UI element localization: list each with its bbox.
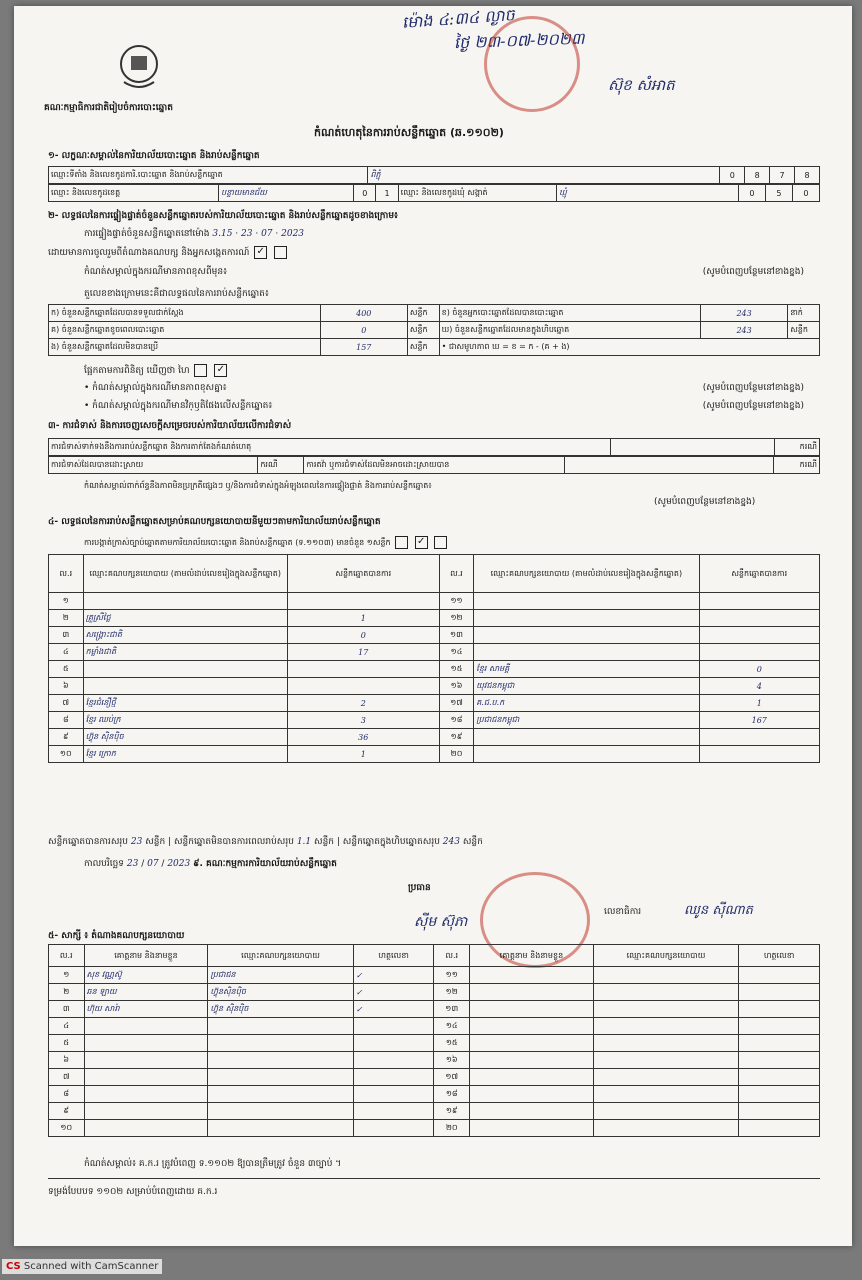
witness-signature: ✓: [353, 1001, 434, 1018]
location-label: ឈ្មោះទីតាំង និងលេខកូដការិ.បោះឆ្នោត និងរាប់សន្លឹកឆ្នោត: [49, 167, 368, 184]
commune-code-digit: 0: [738, 185, 765, 202]
document-page: [14, 6, 852, 1246]
party-name: [474, 746, 699, 763]
row-number: ១៩: [434, 1103, 470, 1120]
table-row: [49, 593, 820, 610]
scanner-watermark: [2, 1259, 162, 1274]
row-number: ៦: [49, 1052, 85, 1069]
party-name: [83, 678, 287, 695]
witness-signature: [353, 1052, 434, 1069]
party-name: យុវជនកម្ពុជា: [474, 678, 699, 695]
witness-party: ហ៊្វុន ស៊ិនប៉ិច: [208, 1001, 353, 1018]
witness-party: [593, 967, 738, 984]
witness-party: [593, 1120, 738, 1137]
unused-value: 157: [320, 339, 407, 356]
table-row: [49, 1069, 820, 1086]
table-row: [49, 729, 820, 746]
checkbox-empty[interactable]: [434, 536, 447, 549]
location-code-digit: 8: [745, 167, 770, 184]
voters-unit: នាក់: [788, 305, 820, 322]
witness-signature: [353, 1120, 434, 1137]
table-row: [49, 1001, 820, 1018]
party-name: [83, 593, 287, 610]
row-number: ១២: [439, 610, 474, 627]
witness-party: ប្រជាជន: [208, 967, 353, 984]
party-name: កម្លាំងជាតិ: [83, 644, 287, 661]
row-number: ៦: [49, 678, 84, 695]
witness-signature: [739, 1001, 820, 1018]
witness-signature: [739, 984, 820, 1001]
total-box-label: សន្លឹកឆ្នោតក្នុងហិបឆ្នោតសរុប: [342, 837, 440, 847]
vote-count: [699, 729, 820, 746]
row-number: ១៧: [439, 695, 474, 712]
row-number: ១៨: [439, 712, 474, 729]
table-row: [49, 644, 820, 661]
location-code-digit: 8: [795, 167, 820, 184]
checkbox-checked[interactable]: ✓: [415, 536, 428, 549]
witness-party: [593, 1103, 738, 1120]
witness-party: [593, 1069, 738, 1086]
camscanner-logo-icon: CS: [6, 1261, 21, 1272]
row-number: ១៥: [439, 661, 474, 678]
date-line: កាលបរិច្ឆេទ 23 / 07 / 2023 ៩. គណៈកម្មការការិយាល័យរាប់សន្លឹកឆ្នោត: [84, 859, 337, 869]
location-code-digit: 0: [720, 167, 745, 184]
objection-unit: ករណី: [775, 439, 820, 456]
witness-party: [208, 1069, 353, 1086]
row-number: ៧: [49, 695, 84, 712]
bullet2-text: • កំណត់សម្គាល់ក្នុងករណីមានវិក្ឫតិផែងលើសន្លឹកឆ្នោត៖: [84, 401, 273, 411]
vote-count: 0: [699, 661, 820, 678]
col-sign-header: ហត្ថលេខា: [353, 945, 434, 967]
received-value: 400: [320, 305, 407, 322]
row-number: ៧: [49, 1069, 85, 1086]
handwritten-time: ម៉ោង ៤:៣៤ ល្ងាច: [401, 5, 516, 32]
red-seal-stamp: [484, 16, 580, 112]
objection-row1-label: ការជំទាស់ទាក់ទងនឹងការរាប់សន្លឹកឆ្នោត និងការតាក់តែងកំណត់ហេតុ: [49, 439, 611, 456]
row-number: ១៥: [434, 1035, 470, 1052]
section1-table-row2: [48, 184, 820, 202]
unit-label: សន្លឹក: [407, 305, 439, 322]
vote-count: 1: [699, 695, 820, 712]
objection-note: កំណត់សម្គាល់ពាក់ព័ន្ធនឹងភាពមិនប្រក្រតីផ្សេងៗ ឬ/និងការជំទាស់ក្នុងអំឡុងពេលនៃការផ្ទៀងផ្ទាត់ និងការរាប់សន្លឹកឆ្នោត៖: [84, 481, 432, 490]
witness-name: [84, 1103, 208, 1120]
date-day: 23: [126, 859, 139, 869]
received-label: ក) ចំនួនសន្លឹកឆ្នោតដែលបានទទួលជាក់ស្តែង: [49, 305, 321, 322]
witness-name: [470, 967, 594, 984]
witness-signature: [739, 1120, 820, 1137]
vote-count: 0: [287, 627, 439, 644]
witness-party: [593, 984, 738, 1001]
divider: [48, 1178, 820, 1179]
party-name: ខ្មែរជំនឿថ្មី: [83, 695, 287, 712]
witness-name: [470, 1018, 594, 1035]
participation-text: ដោយមានការចូលរួមពីតំណាងគណបក្ស និងអ្នកសង្កេតការណ៍: [48, 248, 250, 258]
col-no-header: ល.រ: [439, 555, 474, 593]
section1-table: [48, 166, 820, 184]
col-votes-header: សន្លឹកឆ្នោតបានការ: [699, 555, 820, 593]
row-number: ៨: [49, 1086, 85, 1103]
total-box-value: 243: [442, 837, 460, 847]
witness-signature: [739, 967, 820, 984]
objection-table: [48, 438, 820, 456]
vote-count: [699, 746, 820, 763]
table-row: [49, 712, 820, 729]
col-party-header: ឈ្មោះគណបក្សនយោបាយ: [208, 945, 353, 967]
witness-name: [470, 1120, 594, 1137]
witness-name: ឆន ឡាយ: [84, 984, 208, 1001]
total-valid-value: 23: [130, 837, 143, 847]
vote-count: 1: [287, 746, 439, 763]
table-row: [49, 984, 820, 1001]
chairman-signature: ស៊ីម ស៊ុភា: [414, 914, 468, 930]
totals-line: សន្លឹកឆ្នោតបានការសរុប 23 សន្លឹក | សន្លឹកឆ្នោតមិនបានការពេលរាប់សរុប 1.1 សន្លឹក | សន្លឹកឆ្នោតក្នុងហិបឆ្នោតសរុប 243 សន្លឹក: [48, 837, 483, 847]
witness-party: [208, 1018, 353, 1035]
party-name: គ្រួស្រីថ្លៃ: [83, 610, 287, 627]
committee-line: ៩. គណៈកម្មការការិយាល័យរាប់សន្លឹកឆ្នោត: [193, 859, 337, 869]
party-name: [474, 644, 699, 661]
unit-label: សន្លឹក: [145, 837, 166, 847]
witness-signature: ✓: [353, 984, 434, 1001]
in-box-label: ឃ) ចំនួនសន្លឹកឆ្នោតដែលមានក្នុងហិបឆ្នោត: [439, 322, 700, 339]
party-name: [474, 627, 699, 644]
row-number: ១: [49, 593, 84, 610]
witness-name: [470, 1052, 594, 1069]
witness-signature: [739, 1035, 820, 1052]
checkbox-checked[interactable]: ✓: [254, 246, 267, 259]
col-no-header: ល.រ: [49, 945, 85, 967]
vote-count: [699, 644, 820, 661]
province-label: ឈ្មោះ និងលេខកូដខេត្ត: [49, 185, 219, 202]
row-number: ១៤: [439, 644, 474, 661]
witness-name: [470, 1069, 594, 1086]
unresolved-unit: ករណី: [774, 457, 820, 474]
section4-title: ៤- លទ្ធផលនៃការរាប់សន្លឹកឆ្នោតសម្រាប់គណបក្សនយោបាយនីមួយៗតាមការិយាល័យរាប់សន្លឹកឆ្នោត: [48, 517, 381, 527]
witness-party: [593, 1086, 738, 1103]
row-number: ១១: [439, 593, 474, 610]
document-title: កំណត់ហេតុនៃការរាប់សន្លឹកឆ្នោត (ឆ.១១០២): [314, 126, 504, 139]
vote-count: 36: [287, 729, 439, 746]
difference-note-label: កំណត់សម្គាល់ក្នុងករណីមានភាពខុសពីមុន៖: [84, 267, 228, 277]
province-code-digit: 0: [354, 185, 376, 202]
commune-code-digit: 5: [765, 185, 792, 202]
in-box-value: 243: [701, 322, 788, 339]
seal-check-line: [84, 364, 229, 378]
checkbox-empty[interactable]: [194, 364, 207, 377]
section1-title: ១- លក្ខណៈសម្គាល់នៃការិយាល័យបោះឆ្នោត និងរាប់សន្លឹកឆ្នោត: [48, 151, 260, 161]
party-name: គ.ជ.ប.ក: [474, 695, 699, 712]
note-suffix: (សូមបំពេញបន្ថែមនៅខាងខ្នង): [702, 267, 804, 277]
row-number: ១៧: [434, 1069, 470, 1086]
witness-name: [84, 1120, 208, 1137]
day-value: 23: [241, 229, 253, 239]
chairman-label: ប្រធាន: [408, 883, 431, 893]
voters-label: ខ) ចំនួនអ្នកបោះឆ្នោតដែលបានបោះឆ្នោត: [439, 305, 700, 322]
unresolved-label: ការតវ៉ា ឬការជំទាស់ដែលមិនអាចដោះស្រាយបាន: [304, 457, 564, 474]
table-row: [49, 610, 820, 627]
witness-name: សុខ វណ្ណស៊ូ: [84, 967, 208, 984]
location-code-digit: 7: [770, 167, 795, 184]
witness-party: [208, 1120, 353, 1137]
date-year: 2023: [167, 859, 191, 869]
party-name: [474, 610, 699, 627]
unit-label: សន្លឹក: [788, 322, 820, 339]
witness-signature: [739, 1069, 820, 1086]
col-votes-header: សន្លឹកឆ្នោតបានការ: [287, 555, 439, 593]
witness-signature: [739, 1018, 820, 1035]
vote-count: 3: [287, 712, 439, 729]
time-label: ការផ្ទៀងផ្ទាត់ចំនួនសន្លឹកឆ្នោតនៅម៉ោង: [84, 229, 210, 239]
witness-table: [48, 944, 820, 1137]
footnote: កំណត់សម្គាល់៖ គ.ក.រ ត្រូវបំពេញ ទ.១១០២ ឱ្យបានត្រឹមត្រូវ ចំនួន ៣ច្បាប់ ។: [84, 1159, 342, 1169]
note-suffix: (សូមបំពេញបន្ថែមនៅខាងខ្នង): [702, 401, 804, 411]
witness-party: [208, 1086, 353, 1103]
row-number: ២: [49, 610, 84, 627]
vote-count: [699, 627, 820, 644]
total-valid-label: សន្លឹកឆ្នោតបានការសរុប: [48, 837, 128, 847]
row-number: ២: [49, 984, 85, 1001]
witness-name: ហ៊ុយ សារ៉ា: [84, 1001, 208, 1018]
participation-line: [48, 246, 289, 260]
vote-count: [699, 593, 820, 610]
row-number: ១១: [434, 967, 470, 984]
vote-count: [287, 593, 439, 610]
section2-title: ២- លទ្ធផលនៃការផ្ទៀងផ្ទាត់ចំនួនសន្លឹកឆ្នោតរបស់ការិយាល័យបោះឆ្នោត និងរាប់សន្លឹកឆ្នោតដូចខាងក្រោម៖: [48, 211, 399, 221]
party-name: ខ្មែរ ឈប់ក្រ: [83, 712, 287, 729]
seal-check-label: ផ្អែកតាមការពិនិត្យ ឃើញថា ហៃ: [84, 366, 190, 376]
row-number: ១: [49, 967, 85, 984]
col-party-header: ឈ្មោះគណបក្សនយោបាយ (តាមលំដាប់លេខរៀងក្នុងសន្លឹកឆ្នោត): [474, 555, 699, 593]
unused-label: ង) ចំនួនសន្លឹកឆ្នោតដែលមិនបានប្រើ: [49, 339, 321, 356]
commune-label: ឈ្មោះ និងលេខកូដឃុំ សង្កាត់: [398, 185, 556, 202]
row-number: ៨: [49, 712, 84, 729]
party-name: ខ្មែរ សាមគ្គី: [474, 661, 699, 678]
year-value: 2023: [281, 229, 305, 239]
witness-name: [470, 1086, 594, 1103]
party-name: [83, 661, 287, 678]
witness-name: [470, 984, 594, 1001]
location-value: ពិភ្ជុំ: [368, 167, 720, 184]
row-number: ៩: [49, 1103, 85, 1120]
note-suffix: (សូមបំពេញបន្ថែមនៅខាងខ្នង): [702, 383, 804, 393]
party-name: ខ្មែរ ក្រោក: [83, 746, 287, 763]
witness-name: [84, 1086, 208, 1103]
unit-label: សន្លឹក: [314, 837, 335, 847]
voters-value: 243: [701, 305, 788, 322]
row-number: ១៦: [439, 678, 474, 695]
col-sign-header: ហត្ថលេខា: [739, 945, 820, 967]
witness-signature: [353, 1035, 434, 1052]
witness-party: [593, 1035, 738, 1052]
party-name: ប្រជាជនកម្ពុជា: [474, 712, 699, 729]
vote-count: 4: [699, 678, 820, 695]
formula-text: • ជាសមូហភាព ឃ = ខ = ក - (គ + ង): [439, 339, 819, 356]
witness-signature: ✓: [353, 967, 434, 984]
witness-party: ហ៊្វុនស៊ិនប៉ិច: [208, 984, 353, 1001]
witness-name: [84, 1018, 208, 1035]
secretary-signature: ឈូន ស៊ីណាត: [684, 903, 753, 918]
resolved-unit: ករណី: [258, 457, 304, 474]
secretary-label: លេខាធិការ: [604, 907, 642, 917]
witness-party: [208, 1035, 353, 1052]
row-number: ៩: [49, 729, 84, 746]
count-intro: តួលេខខាងក្រោមនេះគឺជាលទ្ធផលនៃការរាប់សន្លឹកឆ្នោត៖: [84, 289, 269, 299]
total-invalid-value: 1.1: [296, 837, 312, 847]
row-number: ១០: [49, 1120, 85, 1137]
objection-note-suffix: (សូមបំពេញបន្ថែមនៅខាងខ្នង): [654, 497, 756, 507]
row-number: ៥: [49, 1035, 85, 1052]
total-invalid-label: សន្លឹកឆ្នោតមិនបានការពេលរាប់សរុប: [173, 837, 294, 847]
row-number: ១៣: [434, 1001, 470, 1018]
date-label: កាលបរិច្ឆេទ: [84, 859, 124, 869]
section3-title: ៣- ការជំទាស់ និងការចេញសេចក្តីសម្រេចរបស់ការិយាល័យលើការជំទាស់: [48, 421, 292, 431]
table-row: [49, 967, 820, 984]
row-number: ៤: [49, 1018, 85, 1035]
row-number: ១៦: [434, 1052, 470, 1069]
witness-name: [84, 1052, 208, 1069]
table-row: [49, 678, 820, 695]
checkbox-empty[interactable]: [274, 246, 287, 259]
witness-party: [208, 1052, 353, 1069]
row-number: ១២: [434, 984, 470, 1001]
party-name: [474, 729, 699, 746]
handwritten-signature: ស៊ុខ សំអាត: [608, 76, 675, 94]
commune-code-digit: 0: [792, 185, 819, 202]
table-row: [49, 1120, 820, 1137]
bullet-damage: [84, 400, 804, 413]
bullet-difference: [84, 382, 804, 395]
col-name-header: គោត្តនាម និងនាមខ្លួន: [470, 945, 594, 967]
count-table: [48, 304, 820, 356]
row-number: ២០: [434, 1120, 470, 1137]
col-no-header: ល.រ: [434, 945, 470, 967]
col-name-header: គោត្តនាម និងនាមខ្លួន: [84, 945, 208, 967]
date-month: 07: [147, 859, 159, 869]
table-row: [49, 1052, 820, 1069]
vote-count: [699, 610, 820, 627]
witness-signature: [353, 1103, 434, 1120]
form-note: ទម្រង់បែបបទ ១១០២ សម្រាប់បំពេញដោយ គ.ក.រ: [48, 1187, 218, 1197]
bullet1-text: • កំណត់សម្គាល់ក្នុងករណីមានភាពខុសគ្នា៖: [84, 383, 227, 393]
witness-name: [84, 1035, 208, 1052]
row-number: ១៣: [439, 627, 474, 644]
table-row: [49, 661, 820, 678]
table-row: [49, 1103, 820, 1120]
org-name: គណៈកម្មាធិការជាតិរៀបចំការបោះឆ្នោត: [44, 103, 173, 113]
witness-signature: [353, 1069, 434, 1086]
checkbox-empty[interactable]: [395, 536, 408, 549]
objection-table-row2: [48, 456, 820, 474]
vote-count: 167: [699, 712, 820, 729]
witness-party: [593, 1001, 738, 1018]
row-number: ១៩: [439, 729, 474, 746]
vote-count: 1: [287, 610, 439, 627]
party-name: [474, 593, 699, 610]
resolved-label: ការជំទាស់ដែលបានដោះស្រាយ: [49, 457, 258, 474]
spoiled-value: 0: [320, 322, 407, 339]
table-row: [49, 1086, 820, 1103]
witness-name: [84, 1069, 208, 1086]
time-value: 3.15: [212, 229, 233, 239]
verification-time-line: ការផ្ទៀងផ្ទាត់ចំនួនសន្លឹកឆ្នោតនៅម៉ោង 3.15 · 23 · 07 · 2023: [84, 229, 305, 239]
party-name: សង្គ្រោះជាតិ: [83, 627, 287, 644]
witness-signature: [739, 1086, 820, 1103]
difference-note-line: [84, 266, 804, 279]
witness-name: [470, 1001, 594, 1018]
col-no-header: ល.រ: [49, 555, 84, 593]
table-row: [49, 1035, 820, 1052]
handwritten-date: ថ្ងៃ ២៣-០៧-២០២៣: [453, 28, 585, 53]
spoiled-label: គ) ចំនួនសន្លឹកឆ្នោតខូចពេលបោះឆ្នោត: [49, 322, 321, 339]
table-row: [49, 1018, 820, 1035]
subline-text: ការបង្កាត់ក្រាស់ច្បាប់ឆ្នោតតាមការិយាល័យបោះឆ្នោត និងរាប់សន្លឹកឆ្នោត (ទ.១១០៣) មានចំនួន ១សន្លឹក: [84, 538, 391, 547]
witness-name: [470, 1103, 594, 1120]
row-number: ៤: [49, 644, 84, 661]
row-number: ១៤: [434, 1018, 470, 1035]
witness-signature: [739, 1103, 820, 1120]
witness-name: [470, 1035, 594, 1052]
province-value: បន្ទាយមានជ័យ: [219, 185, 354, 202]
commune-value: ឃ្មុំ: [557, 185, 739, 202]
section5-title: ៥- សាក្សី ៖ តំណាងគណបក្សនយោបាយ: [48, 931, 185, 941]
section4-subline: [84, 536, 449, 549]
vote-count: 17: [287, 644, 439, 661]
row-number: ៣: [49, 627, 84, 644]
row-number: ៣: [49, 1001, 85, 1018]
election-commission-emblem-icon: [116, 42, 162, 92]
unit-label: សន្លឹក: [407, 322, 439, 339]
vote-count: [287, 661, 439, 678]
scanner-text: Scanned with CamScanner: [23, 1261, 159, 1272]
unit-label: សន្លឹក: [462, 837, 483, 847]
unit-label: សន្លឹក: [407, 339, 439, 356]
table-row: [49, 695, 820, 712]
row-number: ២០: [439, 746, 474, 763]
table-row: [49, 627, 820, 644]
witness-party: [593, 1052, 738, 1069]
witness-signature: [353, 1018, 434, 1035]
row-number: ១៨: [434, 1086, 470, 1103]
witness-signature: [739, 1052, 820, 1069]
witness-party: [208, 1103, 353, 1120]
vote-count: [287, 678, 439, 695]
results-table: [48, 554, 820, 763]
party-name: ហ៊្វុន ស៊ិនប៉ិច: [83, 729, 287, 746]
month-value: 07: [261, 229, 273, 239]
col-party-header: ឈ្មោះគណបក្សនយោបាយ (តាមលំដាប់លេខរៀងក្នុងសន្លឹកឆ្នោត): [83, 555, 287, 593]
table-row: [49, 746, 820, 763]
witness-signature: [353, 1086, 434, 1103]
witness-party: [593, 1018, 738, 1035]
checkbox-checked[interactable]: ✓: [214, 364, 227, 377]
row-number: ៥: [49, 661, 84, 678]
col-party-header: ឈ្មោះគណបក្សនយោបាយ: [593, 945, 738, 967]
vote-count: 2: [287, 695, 439, 712]
province-code-digit: 1: [376, 185, 398, 202]
row-number: ១០: [49, 746, 84, 763]
